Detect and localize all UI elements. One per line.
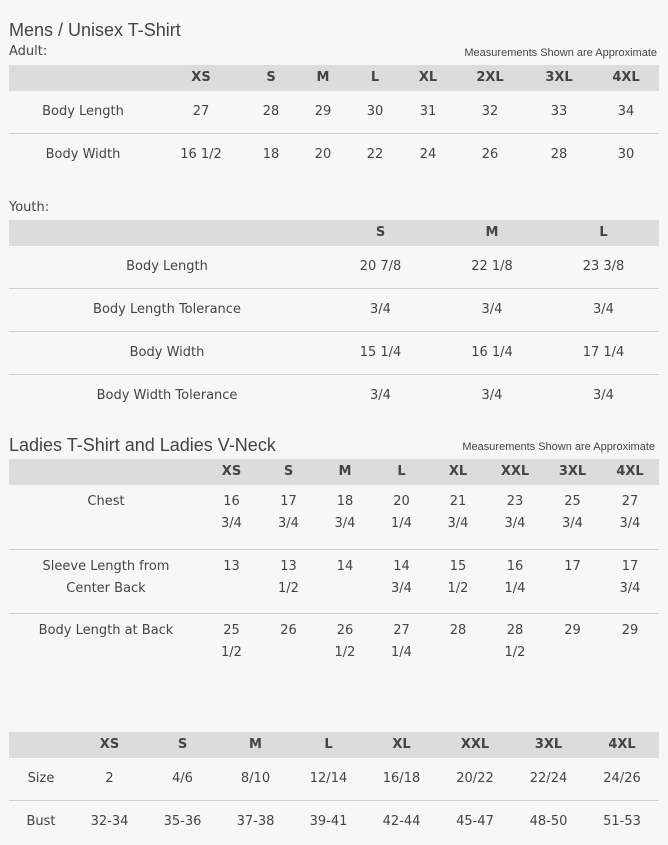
table-cell: 28 bbox=[245, 91, 297, 134]
row-label: Body Width bbox=[45, 147, 121, 162]
cell-whole: 29 bbox=[621, 622, 639, 638]
cell-fraction: 1/2 bbox=[334, 644, 356, 660]
table-cell: 15 1/4 bbox=[325, 332, 436, 375]
table-row bbox=[9, 91, 659, 134]
cell-whole: 27 bbox=[621, 494, 639, 509]
table-cell: 48-50 bbox=[529, 814, 568, 829]
cell-whole: 20 bbox=[393, 494, 410, 509]
mens-size-header: L bbox=[349, 65, 401, 91]
cell-whole: 13 bbox=[223, 558, 240, 574]
table-cell: 17 1/4 bbox=[548, 332, 659, 375]
ladies-note: Measurements Shown are Approximate bbox=[462, 441, 655, 453]
mens-size-header: 2XL bbox=[455, 65, 525, 91]
bust-size-header: XL bbox=[365, 732, 438, 758]
cell-fraction: 3/4 bbox=[619, 580, 641, 596]
mens-note: Measurements Shown are Approximate bbox=[464, 47, 657, 59]
table-cell: 33 bbox=[525, 91, 593, 134]
table-cell bbox=[601, 485, 659, 549]
table-cell bbox=[260, 549, 317, 613]
table-cell bbox=[544, 485, 601, 549]
table-cell bbox=[373, 613, 430, 677]
mens-size-header: 4XL bbox=[593, 65, 659, 91]
table-cell bbox=[317, 485, 373, 549]
row-label-line: Sleeve Length from bbox=[42, 558, 170, 574]
row-label bbox=[9, 613, 203, 677]
cell-whole: 13 bbox=[280, 558, 297, 574]
table-cell: 8/10 bbox=[219, 758, 292, 801]
table-cell bbox=[203, 613, 260, 677]
mens-header-label bbox=[9, 65, 157, 91]
table-cell bbox=[486, 549, 544, 613]
table-cell: 18 bbox=[262, 147, 280, 162]
table-cell: 3/4 bbox=[481, 388, 503, 403]
table-cell bbox=[486, 485, 544, 549]
table-cell: 39-41 bbox=[309, 814, 348, 829]
ladies-size-header: L bbox=[373, 459, 430, 485]
table-cell bbox=[430, 485, 486, 549]
cell-fraction: 1/2 bbox=[278, 580, 299, 596]
table-cell: 20/22 bbox=[438, 758, 512, 801]
row-label: Body Length bbox=[9, 246, 325, 289]
cell-fraction: 3/4 bbox=[447, 516, 469, 531]
table-cell: 28 bbox=[550, 147, 568, 162]
table-cell: 23 3/8 bbox=[548, 246, 659, 289]
table-cell: 20 7/8 bbox=[325, 246, 436, 289]
table-cell: 24/26 bbox=[585, 758, 659, 801]
cell-whole: 21 bbox=[449, 494, 467, 509]
adult-label: Adult: bbox=[9, 44, 48, 59]
cell-fraction: 1/2 bbox=[447, 580, 469, 596]
cell-fraction: 1/2 bbox=[504, 644, 526, 660]
cell-fraction: 3/4 bbox=[619, 516, 641, 531]
table-row bbox=[9, 332, 659, 375]
table-cell bbox=[430, 613, 486, 677]
table-cell: 12/14 bbox=[292, 758, 365, 801]
cell-whole: 26 bbox=[280, 622, 297, 638]
table-cell bbox=[260, 613, 317, 677]
cell-fraction: 3/4 bbox=[334, 516, 356, 531]
table-cell bbox=[544, 613, 601, 677]
ladies-size-header: XL bbox=[430, 459, 486, 485]
table-row bbox=[9, 549, 659, 613]
cell-whole: 25 bbox=[564, 494, 581, 509]
cell-whole: 17 bbox=[621, 558, 639, 574]
cell-whole: 25 bbox=[223, 622, 240, 638]
mens-size-header: S bbox=[245, 65, 297, 91]
row-label: Body Width bbox=[9, 332, 325, 375]
ladies-header-row bbox=[9, 459, 659, 485]
row-label-line: Body Length at Back bbox=[38, 622, 174, 638]
table-row bbox=[9, 613, 659, 677]
mens-header-row bbox=[9, 65, 659, 91]
table-cell bbox=[317, 549, 373, 613]
table-cell: 51-53 bbox=[603, 814, 641, 829]
bust-header-row bbox=[9, 732, 659, 758]
bust-size-header: L bbox=[292, 732, 365, 758]
table-cell: 16 1/4 bbox=[436, 332, 548, 375]
table-cell: 4/6 bbox=[146, 758, 219, 801]
table-cell: 2 bbox=[73, 758, 146, 801]
table-cell: 42-44 bbox=[382, 814, 421, 829]
table-cell: 3/4 bbox=[593, 388, 614, 403]
youth-header-row bbox=[9, 220, 659, 246]
table-cell: 3/4 bbox=[548, 289, 659, 332]
table-cell: 30 bbox=[617, 147, 635, 162]
table-row bbox=[9, 485, 659, 549]
cell-fraction: 1/4 bbox=[504, 580, 526, 596]
table-row bbox=[9, 289, 659, 332]
cell-whole: 14 bbox=[336, 558, 354, 574]
cell-whole: 29 bbox=[564, 622, 581, 638]
ladies-size-header: XS bbox=[203, 459, 260, 485]
mens-title: Mens / Unisex T-Shirt bbox=[9, 20, 181, 40]
cell-whole: 28 bbox=[506, 622, 524, 638]
ladies-size-header: S bbox=[260, 459, 317, 485]
row-label: Size bbox=[9, 758, 73, 801]
ladies-size-header: 4XL bbox=[601, 459, 659, 485]
table-cell: 45-47 bbox=[456, 814, 494, 829]
table-row bbox=[9, 134, 659, 177]
table-cell bbox=[601, 613, 659, 677]
youth-size-table bbox=[9, 220, 659, 417]
cell-whole: 23 bbox=[506, 494, 524, 509]
cell-fraction: 3/4 bbox=[562, 516, 583, 531]
bust-size-header: 3XL bbox=[512, 732, 585, 758]
ladies-header-label bbox=[9, 459, 203, 485]
mens-size-header: M bbox=[297, 65, 349, 91]
table-cell: 32 bbox=[455, 91, 525, 134]
table-row bbox=[9, 375, 659, 418]
mens-size-header: XS bbox=[157, 65, 245, 91]
table-cell: 35-36 bbox=[163, 814, 202, 829]
cell-fraction: 1/4 bbox=[391, 516, 412, 531]
cell-fraction: 3/4 bbox=[278, 516, 299, 531]
table-cell: 37-38 bbox=[236, 814, 275, 829]
cell-whole: 16 bbox=[223, 494, 240, 509]
table-cell bbox=[430, 549, 486, 613]
bust-size-header: 4XL bbox=[585, 732, 659, 758]
cell-fraction: 3/4 bbox=[221, 516, 242, 531]
table-row bbox=[9, 758, 659, 801]
table-cell: 22 bbox=[366, 147, 384, 162]
table-cell: 26 bbox=[481, 147, 499, 162]
table-cell: 20 bbox=[314, 147, 332, 162]
table-cell bbox=[601, 549, 659, 613]
ladies-title: Ladies T-Shirt and Ladies V-Neck bbox=[9, 435, 276, 455]
ladies-size-header: M bbox=[317, 459, 373, 485]
table-cell: 30 bbox=[349, 91, 401, 134]
cell-whole: 15 bbox=[449, 558, 467, 574]
mens-size-table bbox=[9, 65, 659, 176]
table-cell: 16/18 bbox=[365, 758, 438, 801]
table-row bbox=[9, 801, 659, 844]
bust-size-table bbox=[9, 732, 659, 843]
cell-fraction: 3/4 bbox=[391, 580, 412, 596]
cell-whole: 28 bbox=[449, 622, 467, 638]
cell-fraction: 1/4 bbox=[391, 644, 412, 660]
table-cell bbox=[373, 549, 430, 613]
table-cell: 22 1/8 bbox=[436, 246, 548, 289]
row-label-line: Chest bbox=[87, 494, 125, 509]
youth-size-header: S bbox=[325, 220, 436, 246]
row-label-line: Center Back bbox=[66, 580, 146, 596]
youth-header-label bbox=[9, 220, 325, 246]
table-cell: 31 bbox=[401, 91, 455, 134]
cell-fraction: 1/2 bbox=[221, 644, 242, 660]
ladies-size-header: 3XL bbox=[544, 459, 601, 485]
cell-fraction: 3/4 bbox=[504, 516, 526, 531]
cell-whole: 27 bbox=[393, 622, 410, 638]
bust-size-header: XS bbox=[73, 732, 146, 758]
table-cell bbox=[203, 549, 260, 613]
ladies-size-table bbox=[9, 459, 659, 677]
row-label: Bust bbox=[26, 814, 56, 829]
mens-size-header: 3XL bbox=[525, 65, 593, 91]
table-cell bbox=[486, 613, 544, 677]
cell-whole: 26 bbox=[336, 622, 354, 638]
row-label: Body Length Tolerance bbox=[9, 289, 325, 332]
cell-whole: 17 bbox=[280, 494, 297, 509]
table-cell: 32-34 bbox=[90, 814, 129, 829]
cell-whole: 14 bbox=[393, 558, 410, 574]
cell-whole: 17 bbox=[564, 558, 581, 574]
table-cell: 34 bbox=[593, 91, 659, 134]
table-cell: 22/24 bbox=[512, 758, 585, 801]
row-label bbox=[9, 549, 203, 613]
table-row bbox=[9, 246, 659, 289]
table-cell: 24 bbox=[419, 147, 437, 162]
bust-size-header: M bbox=[219, 732, 292, 758]
table-cell bbox=[317, 613, 373, 677]
table-cell bbox=[260, 485, 317, 549]
bust-size-header: XXL bbox=[438, 732, 512, 758]
table-cell: 3/4 bbox=[325, 289, 436, 332]
mens-size-header: XL bbox=[401, 65, 455, 91]
table-cell: 16 1/2 bbox=[180, 147, 222, 162]
ladies-size-header: XXL bbox=[486, 459, 544, 485]
row-label: Body Length bbox=[9, 91, 157, 134]
table-cell bbox=[544, 549, 601, 613]
table-cell: 3/4 bbox=[370, 388, 391, 403]
row-label: Body Width Tolerance bbox=[96, 388, 238, 403]
cell-whole: 18 bbox=[336, 494, 354, 509]
row-label bbox=[9, 485, 203, 549]
youth-label: Youth: bbox=[9, 200, 50, 215]
table-cell: 27 bbox=[157, 91, 245, 134]
bust-header-label bbox=[9, 732, 73, 758]
table-cell bbox=[203, 485, 260, 549]
table-cell: 29 bbox=[297, 91, 349, 134]
bust-size-header: S bbox=[146, 732, 219, 758]
youth-size-header: L bbox=[548, 220, 659, 246]
table-cell: 3/4 bbox=[436, 289, 548, 332]
youth-size-header: M bbox=[436, 220, 548, 246]
table-cell bbox=[373, 485, 430, 549]
cell-whole: 16 bbox=[506, 558, 524, 574]
